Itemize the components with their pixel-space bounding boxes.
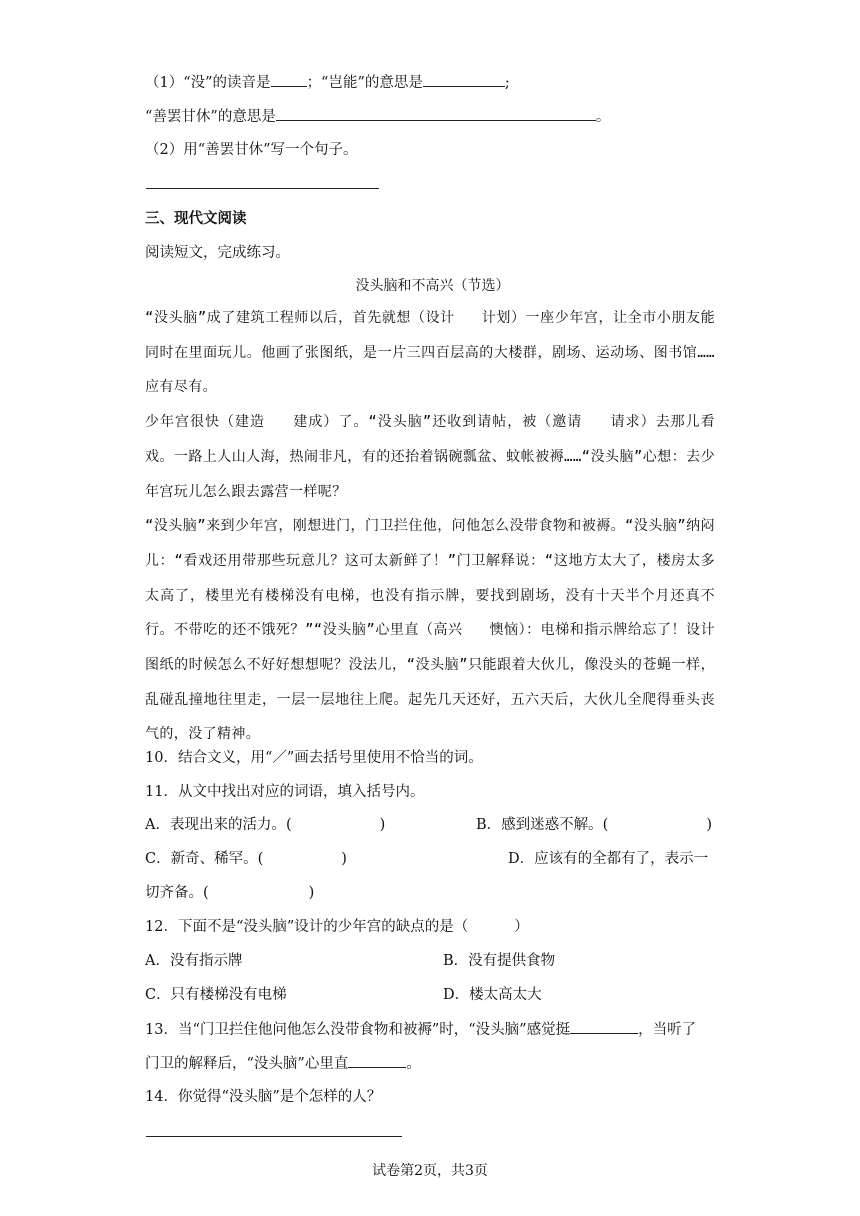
q12-option-d[interactable]: D．楼太高太大 xyxy=(443,987,542,1003)
question-text: 13．当“门卫拦住他问他怎么没带食物和被褥”时，“没头脑”感觉挺 xyxy=(145,1022,571,1038)
question-10: 10．结合文义，用“／”画去括号里使用不恰当的词。 xyxy=(145,750,483,766)
question-12 xyxy=(145,917,720,937)
section-title: 三、现代文阅读 xyxy=(145,210,247,227)
question-text: ，当听了 xyxy=(638,1022,697,1038)
question-line-2 xyxy=(145,106,720,127)
question-line-1 xyxy=(145,72,720,93)
option-text: D．应该有的全都有了，表示一 xyxy=(508,851,709,867)
q12-option-a[interactable]: A．没有指示牌 xyxy=(145,953,243,969)
question-text: （2）用“善罢甘休”写一个句子。 xyxy=(145,142,358,158)
option-text: A．表现出来的活力。( xyxy=(145,817,292,833)
close-paren: ） xyxy=(514,919,529,935)
answer-blank[interactable] xyxy=(348,1053,406,1068)
answer-blank[interactable] xyxy=(423,72,505,87)
question-text: 门卫的解释后，“没头脑”心里直 xyxy=(145,1056,349,1072)
page-footer: 试卷第2页，共3页 xyxy=(372,1163,488,1179)
option-text: C．新奇、稀罕。( xyxy=(145,851,264,867)
passage-paragraph: 少年宫很快（建造 建成）了。“没头脑”还收到请帖，被（邀请 请求）去那儿看戏。一路上人山人海，热闹非凡，有的还抬着锅碗瓢盆、蚊帐被褥……“没头脑”心想：去少年宫玩儿怎么跟去露营一样呢？ xyxy=(145,414,715,500)
passage-paragraph: “没头脑”成了建筑工程师以后，首先就想（设计 计划）一座少年宫，让全市小朋友能同时在里面玩儿。他画了张图纸，是一片三四百层高的大楼群，剧场、运动场、图书馆……应有尽有。 xyxy=(145,310,715,396)
question-13 xyxy=(145,1019,720,1040)
q11-option-d-cont xyxy=(145,883,314,903)
answer-blank[interactable] xyxy=(276,106,596,121)
option-text: 切齐备。( xyxy=(145,885,209,901)
answer-line[interactable] xyxy=(146,188,379,189)
question-line-3 xyxy=(145,140,720,160)
q11-option-c xyxy=(145,849,347,869)
q12-option-b[interactable]: B．没有提供食物 xyxy=(443,953,556,969)
q11-option-a xyxy=(145,815,385,835)
question-14: 14．你觉得“没头脑”是个怎样的人？ xyxy=(145,1089,382,1105)
question-text: 12．下面不是“没头脑”设计的少年宫的缺点的是（ xyxy=(145,919,469,935)
answer-line[interactable] xyxy=(146,1136,402,1137)
answer-blank[interactable] xyxy=(271,72,307,87)
close-paren: ) xyxy=(379,817,386,833)
question-text: ; xyxy=(504,75,510,91)
question-text: “善罢甘休”的意思是 xyxy=(145,109,276,125)
close-paren: ) xyxy=(308,885,315,901)
answer-blank[interactable] xyxy=(570,1019,638,1034)
instruction: 阅读短文，完成练习。 xyxy=(145,245,290,261)
q12-option-c[interactable]: C．只有楼梯没有电梯 xyxy=(145,987,287,1003)
close-paren: ) xyxy=(341,851,347,867)
question-text: 。 xyxy=(595,109,611,125)
close-paren: ) xyxy=(706,817,712,833)
question-13-cont xyxy=(145,1053,720,1074)
question-text: ；“岂能”的意思是 xyxy=(306,75,423,91)
passage-title: 没头脑和不高兴（节选） xyxy=(355,278,510,294)
q11-option-d xyxy=(508,849,708,869)
option-text: B．感到迷惑不解。( xyxy=(476,817,609,833)
passage-body xyxy=(145,301,715,752)
question-11: 11．从文中找出对应的词语，填入括号内。 xyxy=(145,784,425,800)
q11-option-b xyxy=(476,815,712,835)
question-text: （1）“没”的读音是 xyxy=(145,75,271,91)
passage-paragraph: “没头脑”来到少年宫，刚想进门，门卫拦住他，问他怎么没带食物和被褥。“没头脑”纳闷儿：“看戏还用带那些玩意儿？这可太新鲜了！”门卫解释说：“这地方太大了，楼房太多太高了，楼里光有楼梯没有电梯，也没有指示牌，要找到剧场，没有十天半个月还真不行。不带吃的还不饿死？”“没头脑”心里直（高兴 懊恼）：电梯和指示牌给忘了！设计图纸的时候怎么不好好想想呢？没法儿，“没头脑”只能跟着大伙儿，像没头的苍蝇一样，乱碰乱撞地往里走，一层一层地往上爬。起先几天还好，五六天后，大伙儿全爬得垂头丧气的，没了精神。 xyxy=(145,518,715,743)
question-text: 。 xyxy=(406,1056,421,1072)
